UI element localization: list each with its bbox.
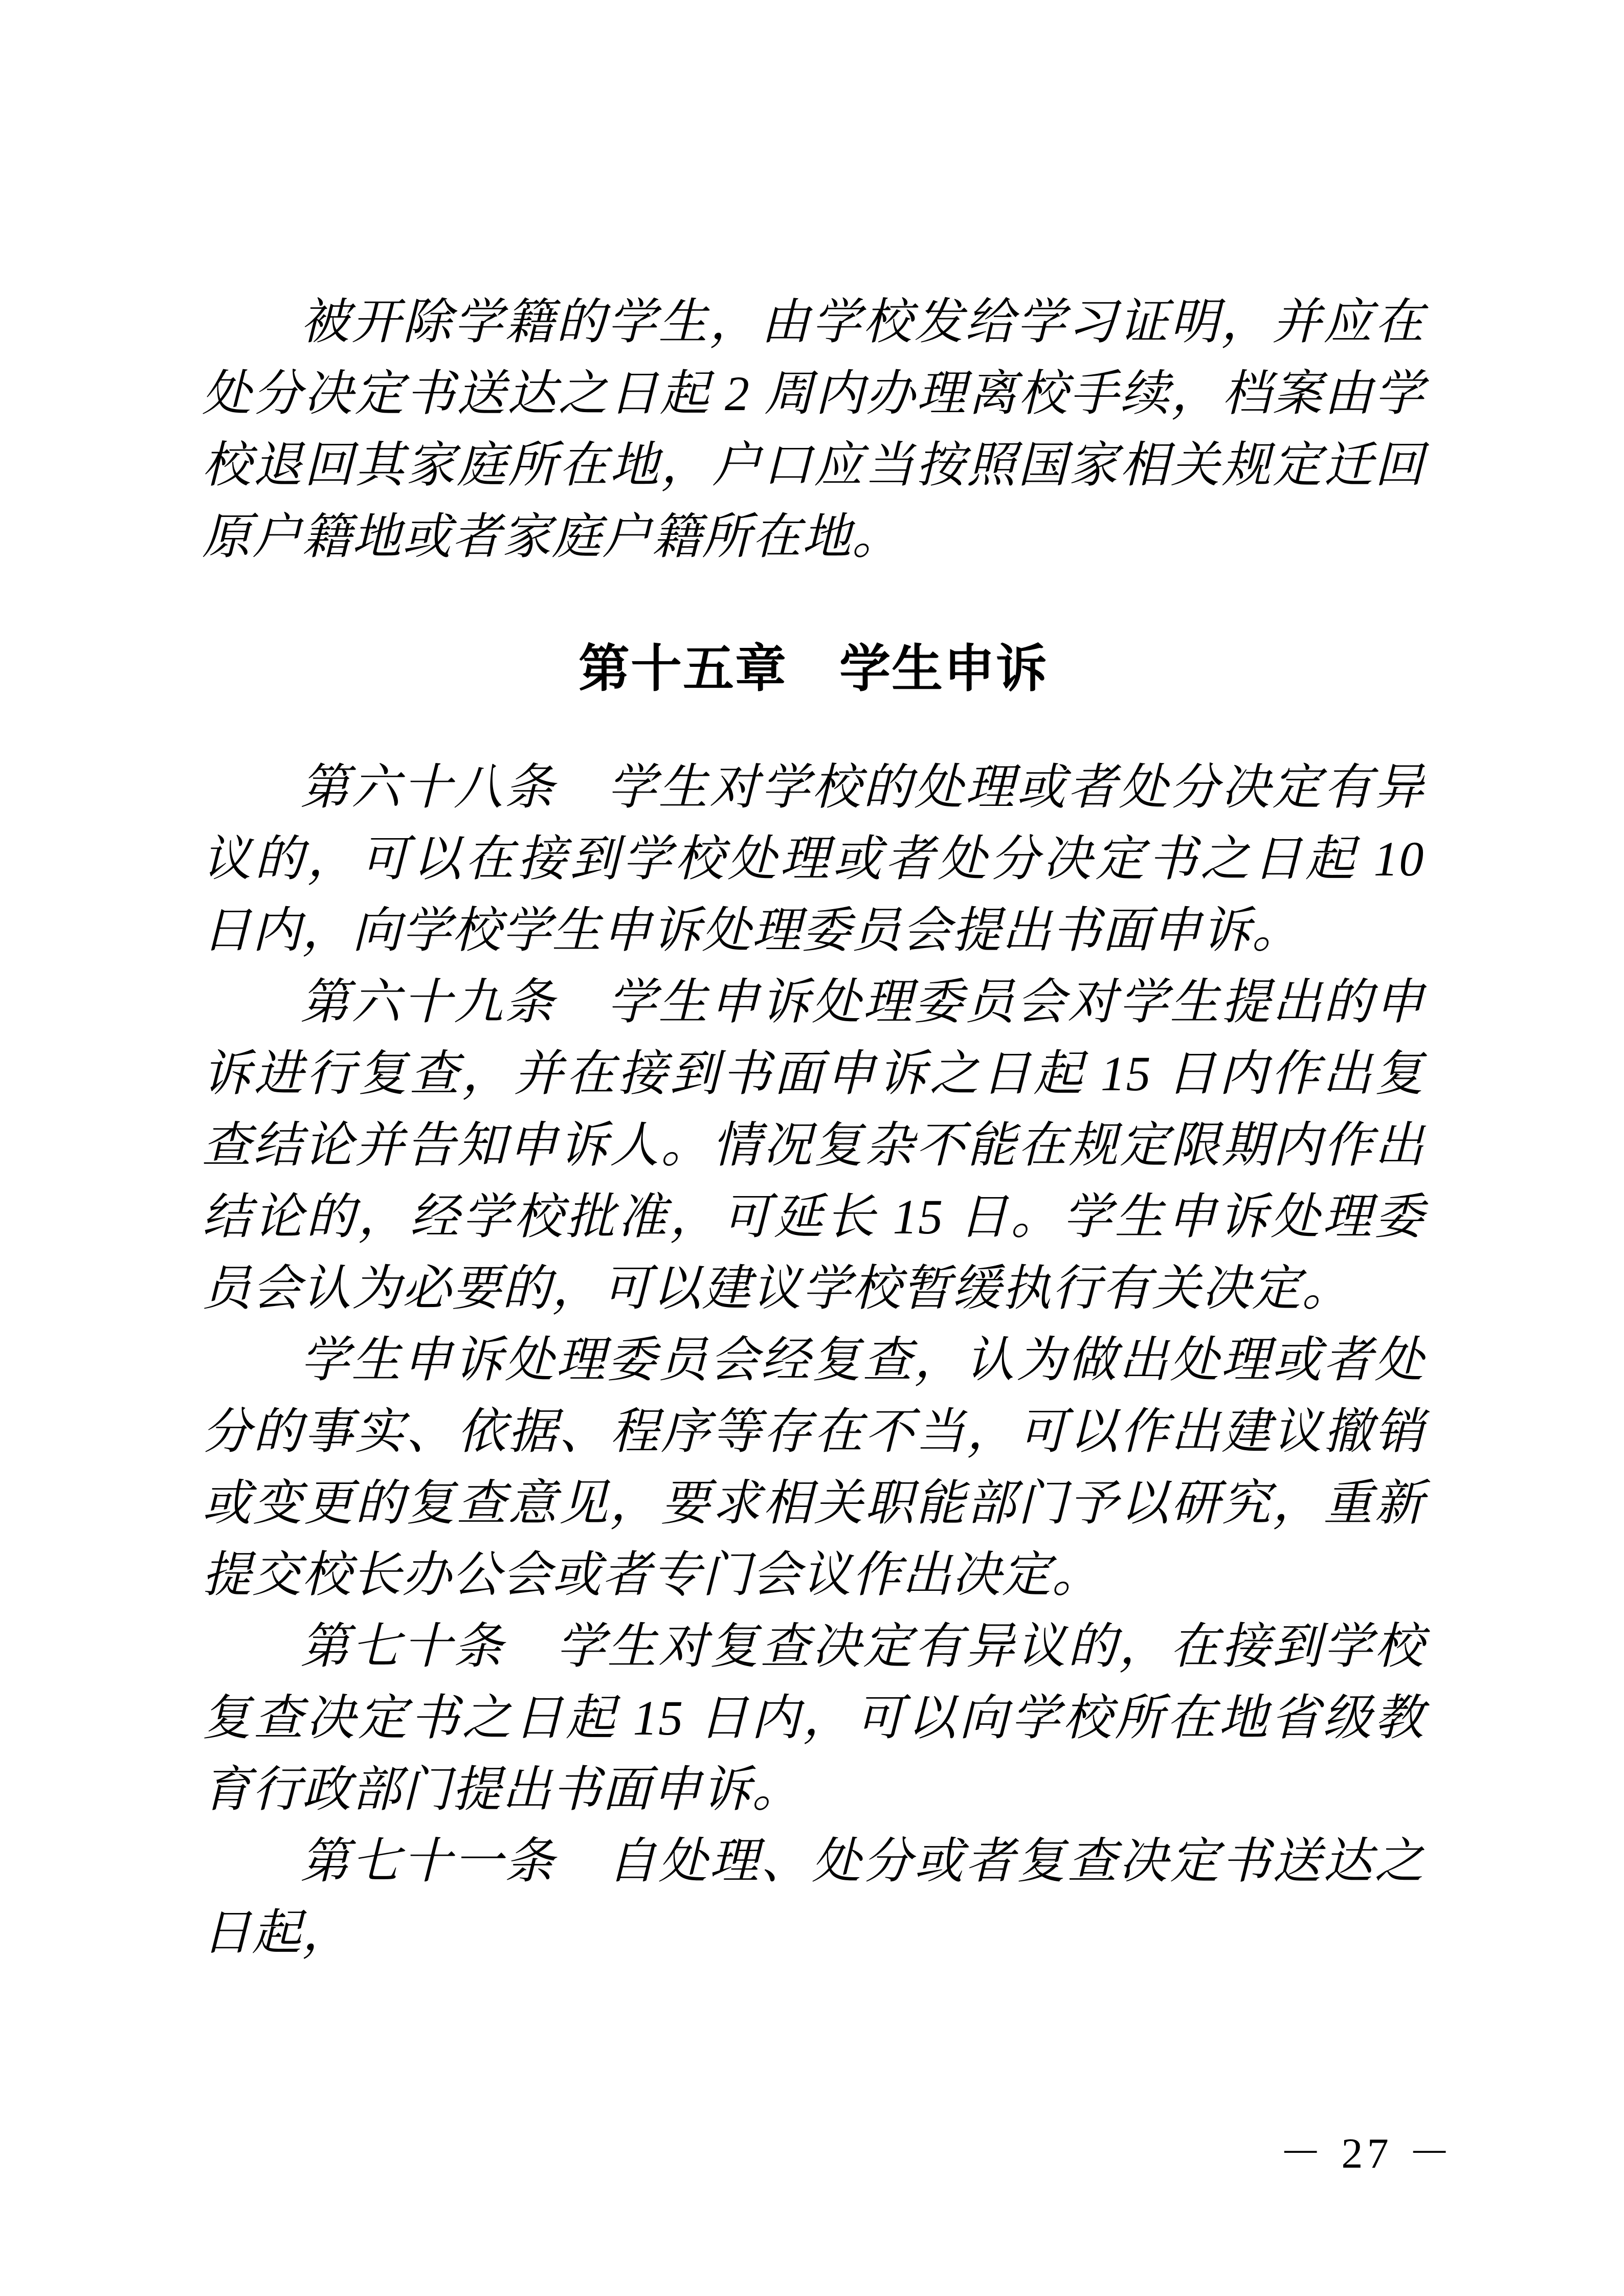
paragraph-expulsion-certificate: 被开除学籍的学生，由学校发给学习证明，并应在处分决定书送达之日起 2 周内办理离校手续，档案由学校退回其家庭所在地，户口应当按照国家相关规定迁回原户籍地或者家庭户籍所在地。 — [202, 295, 1425, 564]
article-69-paragraph: 第六十九条 学生申诉处理委员会对学生提出的申诉进行复查，并在接到书面申诉之日起 15 日内作出复查结论并告知申诉人。情况复杂不能在规定限期内作出结论的，经学校批准，可延长 15 日。学生申诉处理委员会认为必要的，可以建议学校暂缓执行有关决定。 — [202, 975, 1425, 1316]
article-68-paragraph: 第六十八条 学生对学校的处理或者处分决定有异议的，可以在接到学校处理或者处分决定书之日起 10 日内，向学校学生申诉处理委员会提出书面申诉。 — [202, 760, 1425, 958]
chapter-heading: 第十五章 学生申诉 — [579, 639, 1048, 699]
article-69-continued-paragraph: 学生申诉处理委员会经复查，认为做出处理或者处分的事实、依据、程序等存在不当，可以作出建议撤销或变更的复查意见，要求相关职能部门予以研究，重新提交校长办公会或者专门会议作出决定。 — [202, 1333, 1425, 1602]
article-70-paragraph: 第七十条 学生对复查决定有异议的，在接到学校复查决定书之日起 15 日内，可以向学校所在地省级教育行政部门提出书面申诉。 — [202, 1619, 1425, 1817]
page-content — [202, 286, 1425, 1969]
article-71-paragraph: 第七十一条 自处理、处分或者复查决定书送达之日起， — [202, 1834, 1425, 1960]
page-number: － 27 － — [1279, 2130, 1455, 2177]
